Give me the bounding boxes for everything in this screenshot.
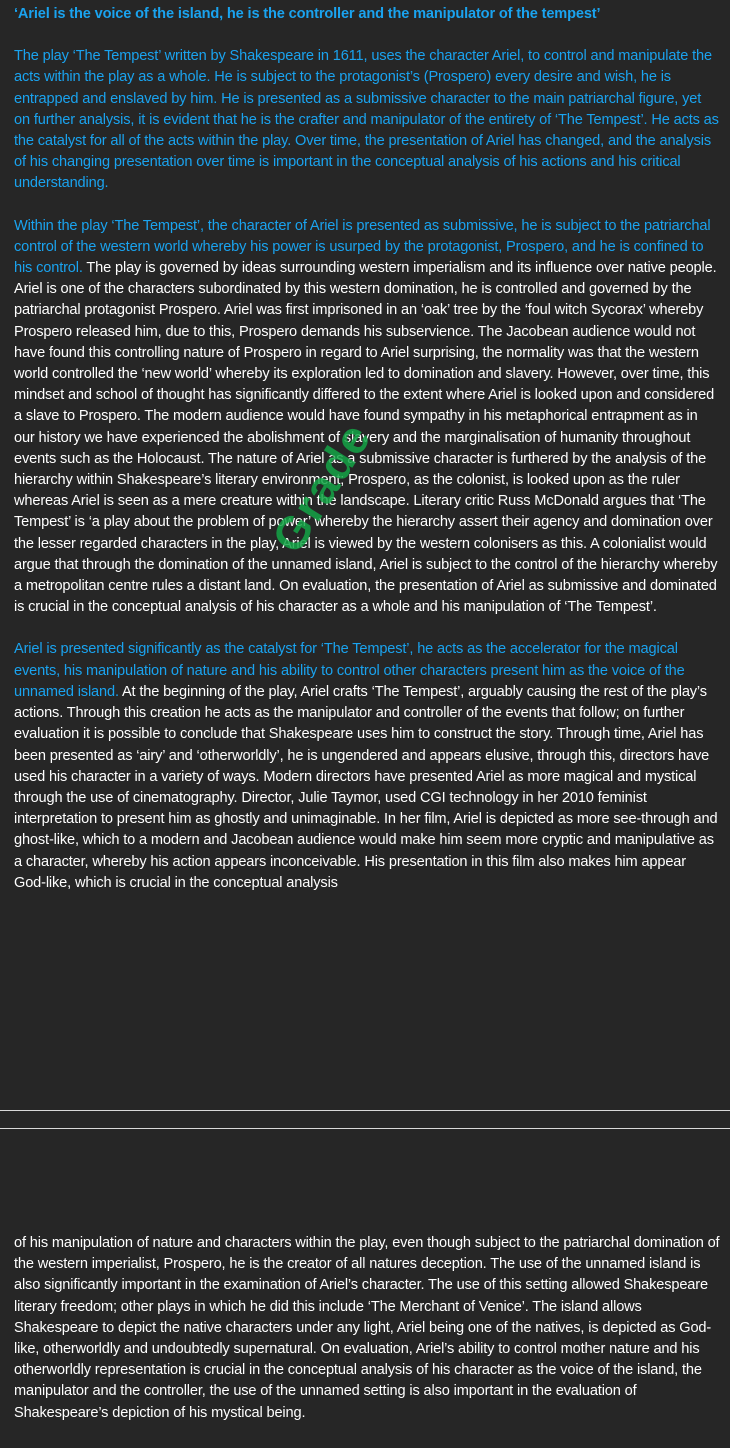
paragraph-catalyst <box>14 639 720 893</box>
intro-paragraph: The play ‘The Tempest’ written by Shakespeare in 1611, uses the character Ariel, to control and manipulate the acts within the play as a whole. He is subject to the protagonist’s (Prospero) every desire and wish, he is entrapped and enslaved by him. He is presented as a submissive character to the main patriarchal figure, yet on further analysis, it is evident that he is the crafter and manipulator of the entirety of ‘The Tempest’. He acts as the catalyst for all of the acts within the play. Over time, the presentation of Ariel has changed, and the analysis of his changing presentation over time is important in the conceptual analysis of his actions and his critical understanding. <box>14 48 719 192</box>
page-break-line-top <box>0 1110 730 1111</box>
page-2-content: of his manipulation of nature and characters within the play, even though subject to the patriarchal domination of the western imperialist, Prospero, he is the creator of all natures deception. The use of the unnamed island is also significantly important in the examination of Ariel’s character. The use of this setting allowed Shakespeare literary freedom; other plays in which he did this include ‘The Merchant of Venice’. The island allows Shakespeare to depict the native characters under any light, Ariel being one of the natives, is depicted as God-like, otherworldly and undoubtedly supernatural. On evaluation, Ariel’s ability to control mother nature and his otherworldly representation is crucial in the conceptual analysis of his character as the voice of the island, the manipulator and the controller, the use of the unnamed setting is also important in the evaluation of Shakespeare’s depiction of his mystical being. <box>14 1235 720 1421</box>
document-page-2 <box>0 1129 730 1448</box>
paragraph-submissive <box>14 216 720 619</box>
paragraph-body: The play is governed by ideas surrounding western imperialism and its influence over native people. Ariel is one of the characters subordinated by this western domination, he is controlled and governed by the patriarchal protagonist Prospero. Ariel was first imprisoned in an ‘oak’ tree by the ‘foul witch Sycorax’ whereby Prospero released him, due to this, Prospero demands his subservience. The Jacobean audience would not have found this controlling nature of Prospero in regard to Ariel surprising, the normality was that the western world controlled the ‘new world’ whereby its exploration led to domination and slavery. However, over time, this mindset and school of thought has significantly differed to the extent where Ariel is looked upon and considered a slave to Prospero. The modern audience would have found sympathy in his metaphorical entrapment as in our history we have experienced the abolishment of slavery and the marginalisation of humanity throughout events such as the Holocaust. The nature of Ariel as a submissive character is furthered by the analysis of the hierarchy within Shakespeare’s literary environment; Prospero, as the colonist, is looked upon as the ruler whereas Ariel is seen as a mere creature within the landscape. Literary critic Russ McDonald argues that ‘The Tempest’ is ‘a play about the problem of power’ whereby the hierarchy assert their agency and domination over the lesser regarded characters in the play, Ariel is viewed by the western colonisers as this. A colonialist would argue that through the domination of the unnamed island, Ariel is subject to the control of the hierarchy whereby a metropolitan centre rules a distant land. On evaluation, the presentation of Ariel as submissive and dominated is crucial in the conceptual analysis of his character as a whole and his manipulation of ‘The Tempest’. <box>14 260 718 616</box>
paragraph-topic-sentence: Ariel is presented significantly as the catalyst for ‘The Tempest’, he acts as the accelerator for the magical events, his manipulation of nature and his ability to control other characters present him as the voice of the unnamed island. <box>14 641 685 700</box>
paragraph-topic-sentence: Within the play ‘The Tempest’, the character of Ariel is presented as submissive, he is subject to the patriarchal control of the western world whereby his power is usurped by the protagonist, Prospero, and he is confined to his control. <box>14 217 711 277</box>
page-1-content <box>14 4 720 915</box>
paragraph-body: At the beginning of the play, Ariel crafts ‘The Tempest’, arguably causing the rest of the play’s actions. Through this creation he acts as the manipulator and controller of the events that follow; on further evaluation it is possible to conclude that Shakespeare uses him to construct the story. Through time, Ariel has been presented as ‘airy’ and ‘otherworldly’, he is ungendered and appears elusive, through this, directors have used his character in a variety of ways. Modern directors have presented Ariel as more magical and mystical through the use of cinematography. Director, Julie Taymor, used CGI technology in her 2010 feminist interpretation to present him as ghostly and unimaginable. In her film, Ariel is depicted as more see-through and ghost-like, which to a modern and Jacobean audience would make him seem more cryptic and manipulative as a character, whereby his action appears inconceivable. His presentation in this film also makes him appear God-like, which is crucial in the conceptual analysis <box>14 683 718 891</box>
essay-title: ‘Ariel is the voice of the island, he is the controller and the manipulator of the tempest’ <box>14 6 601 22</box>
grade-watermark: Grade <box>261 412 382 562</box>
